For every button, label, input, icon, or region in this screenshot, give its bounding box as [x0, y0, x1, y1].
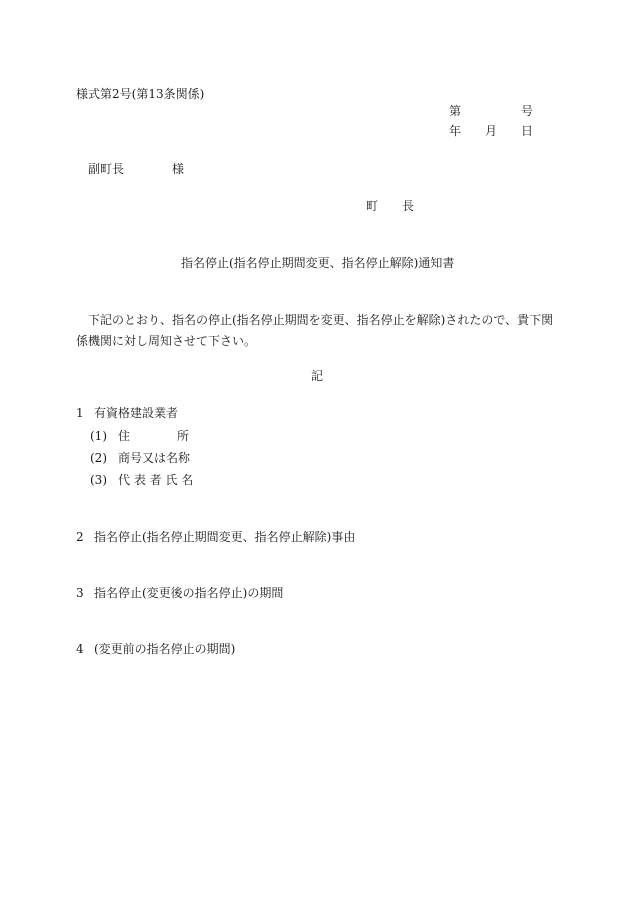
form-label: 様式第2号(第13条関係) — [76, 87, 205, 101]
subitem-1-label-a: 住 — [118, 429, 131, 443]
item-1-label: 有資格建設業者 — [94, 406, 179, 420]
addressee-title: 副町長 — [88, 162, 125, 176]
subitem-1-number: (1) — [90, 429, 107, 443]
date-month: 月 — [485, 124, 498, 138]
subitem-3-number: (3) — [90, 473, 107, 487]
ki-heading: 記 — [311, 369, 324, 383]
subitem-1-label-b: 所 — [177, 429, 190, 443]
subitem-2-number: (2) — [90, 451, 107, 465]
date-day: 日 — [521, 124, 534, 138]
body-paragraph: 下記のとおり、指名の停止(指名停止期間を変更、指名停止を解除)されたので、貴下関係機関に対し周知させて下さい。 — [76, 313, 554, 348]
sender-title-part1: 町 — [366, 199, 379, 213]
date-year: 年 — [449, 124, 462, 138]
item-2-label: 指名停止(指名停止期間変更、指名停止解除)事由 — [94, 530, 356, 544]
sender-title-part2: 長 — [402, 199, 415, 213]
number-suffix: 号 — [521, 104, 534, 118]
subitem-3-label: 代 表 者 氏 名 — [118, 473, 194, 487]
subitem-2-label: 商号又は名称 — [118, 451, 191, 465]
item-1-number: 1 — [76, 406, 84, 420]
item-4-number: 4 — [76, 642, 84, 656]
number-prefix: 第 — [449, 104, 462, 118]
item-3-label: 指名停止(変更後の指名停止)の期間 — [94, 586, 284, 600]
item-4-label: (変更前の指名停止の期間) — [94, 642, 236, 656]
addressee-honorific: 様 — [172, 162, 185, 176]
document-title: 指名停止(指名停止期間変更、指名停止解除)通知書 — [181, 256, 455, 270]
item-2-number: 2 — [76, 530, 84, 544]
item-3-number: 3 — [76, 586, 84, 600]
